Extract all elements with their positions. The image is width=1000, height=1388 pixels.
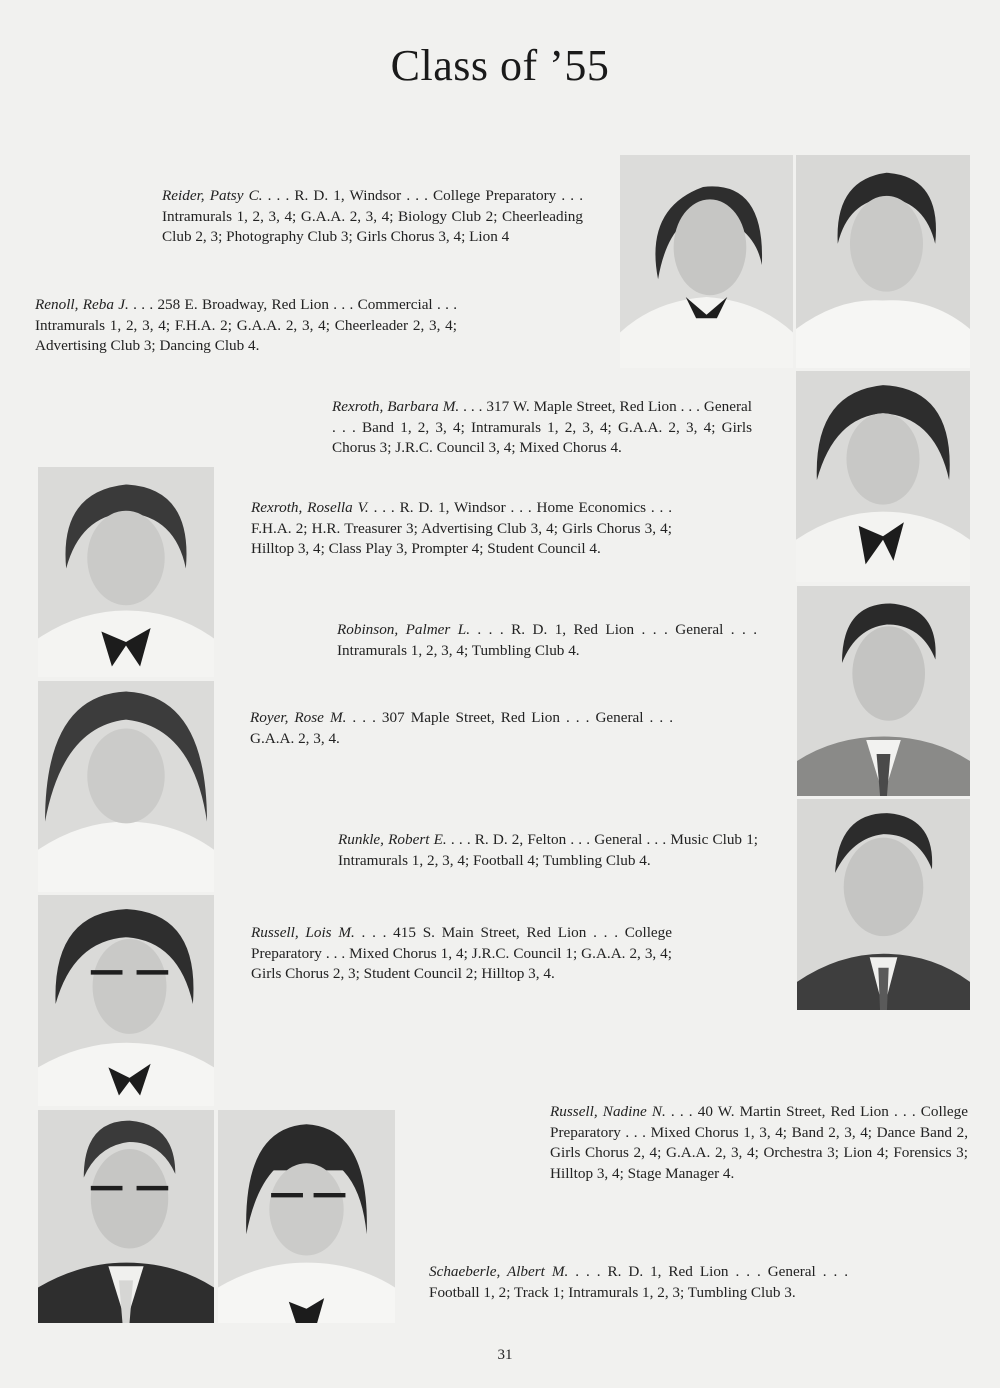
student-details: . . . R. D. 1, Red Lion . . . General . . . Football 1, 2; Track 1; Intramurals 1, 2, 3; Tumbling Club 3.	[429, 1263, 849, 1301]
entry-russell-nadine	[550, 1102, 968, 1184]
page-title: Class of ’55	[390, 41, 610, 90]
student-details: . . . R. D. 1, Windsor . . . Home Economics . . . F.H.A. 2; H.R. Treasurer 3; Advertising Club 3, 4; Girls Chorus 3, 4; Hilltop 3, 4; Class Play 3, Prompter 4; Student Council 4.	[251, 499, 672, 557]
portrait-runkle-robert	[797, 799, 970, 1010]
entry-reider-patsy	[162, 186, 583, 248]
entry-renoll-reba	[35, 295, 457, 357]
student-name: Robinson, Palmer L.	[337, 621, 470, 638]
student-details: . . . R. D. 1, Windsor . . . College Preparatory . . . Intramurals 1, 2, 3, 4; G.A.A. 2, 3, 4; Biology Club 2; Cheerleading Club 2, 3; Photography Club 3; Girls Chorus 3, 4; Lion 4	[162, 187, 583, 245]
student-name: Reider, Patsy C.	[162, 187, 263, 204]
portrait-rexroth-barbara	[796, 371, 970, 582]
portrait-royer-rose	[38, 681, 214, 892]
student-name: Russell, Nadine N.	[550, 1103, 666, 1120]
student-details: . . . 415 S. Main Street, Red Lion . . . College Preparatory . . . Mixed Chorus 1, 4; J.R.C. Council 1; G.A.A. 2, 3, 4; Girls Chorus 2, 3; Student Council 2; Hilltop 3, 4.	[251, 924, 672, 982]
entry-russell-lois	[251, 923, 672, 985]
student-name: Russell, Lois M.	[251, 924, 355, 941]
portrait-schaeberle-albert	[38, 1110, 214, 1323]
student-name: Schaeberle, Albert M.	[429, 1263, 569, 1280]
student-name: Rexroth, Barbara M.	[332, 398, 460, 415]
portrait-renoll-reba	[796, 155, 970, 368]
student-name: Renoll, Reba J.	[35, 296, 129, 313]
entry-schaeberle-albert	[429, 1262, 848, 1303]
student-details: . . . 307 Maple Street, Red Lion . . . General . . . G.A.A. 2, 3, 4.	[250, 709, 673, 747]
entry-runkle-robert	[338, 830, 758, 871]
student-details: . . . R. D. 2, Felton . . . General . . . Music Club 1; Intramurals 1, 2, 3, 4; Football 4; Tumbling Club 4.	[338, 831, 759, 869]
student-details: . . . 40 W. Martin Street, Red Lion . . . College Preparatory . . . Mixed Chorus 1, 3, 4; Band 2, 3, 4; Dance Band 2, Girls Chorus 2, 4; G.A.A. 2, 3, 4; Orchestra 3; Lion 4; Forensics 3; Hilltop 3, 4; Stage Manager 4.	[550, 1103, 968, 1182]
portrait-reider-patsy	[620, 155, 793, 368]
entry-rexroth-barbara	[332, 397, 752, 459]
student-name: Runkle, Robert E.	[338, 831, 447, 848]
portrait-rexroth-rosella	[38, 467, 214, 677]
student-details: . . . R. D. 1, Red Lion . . . General . . . Intramurals 1, 2, 3, 4; Tumbling Club 4.	[337, 621, 757, 659]
student-name: Rexroth, Rosella V.	[251, 499, 369, 516]
page-number: 31	[497, 1347, 513, 1363]
entry-royer-rose	[250, 708, 673, 749]
portrait-russell-lois	[38, 895, 214, 1106]
portrait-robinson-palmer	[797, 586, 970, 796]
entry-rexroth-rosella	[251, 498, 672, 560]
student-details: . . . 258 E. Broadway, Red Lion . . . Commercial . . . Intramurals 1, 2, 3, 4; F.H.A. 2; G.A.A. 2, 3, 4; Cheerleader 2, 3, 4; Advertising Club 3; Dancing Club 4.	[35, 296, 457, 354]
student-details: . . . 317 W. Maple Street, Red Lion . . . General . . . Band 1, 2, 3, 4; Intramurals 1, 2, 3, 4; G.A.A. 2, 3, 4; Girls Chorus 3; J.R.C. Council 3, 4; Mixed Chorus 4.	[332, 398, 752, 456]
student-name: Royer, Rose M.	[250, 709, 347, 726]
entry-robinson-palmer	[337, 620, 757, 661]
portrait-russell-nadine	[218, 1110, 395, 1323]
